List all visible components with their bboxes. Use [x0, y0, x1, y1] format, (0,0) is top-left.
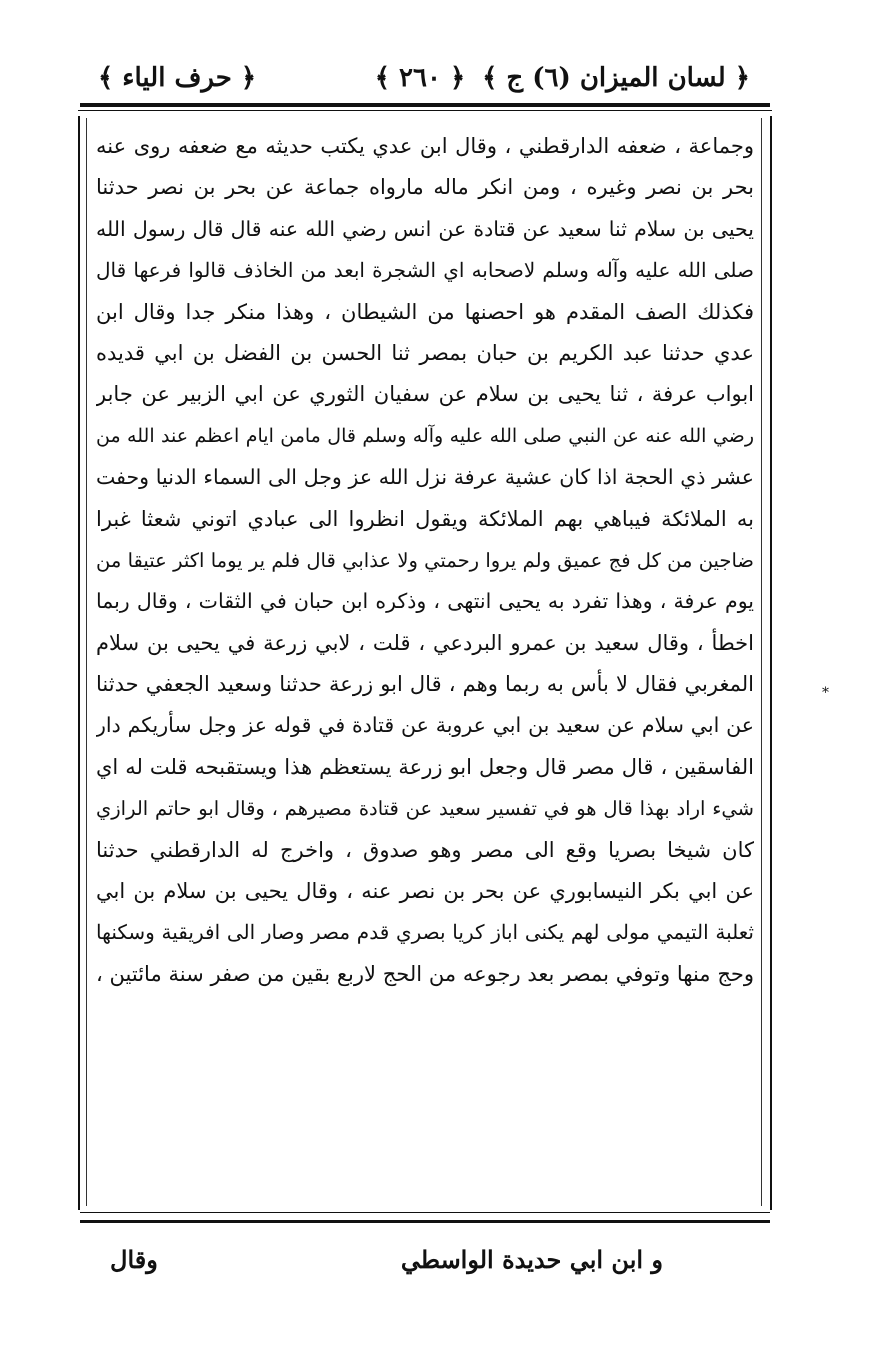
- book-title: ﴿ لسان الميزان (٦) ج ﴾: [482, 63, 750, 93]
- footer-rule-thin: [80, 1212, 770, 1213]
- text-line: صلى الله عليه وآله وسلم لاصحابه اي الشجرة ابعد من الخاذف قالوا فرعها قال: [96, 258, 754, 283]
- text-line: عن ابي سلام عن سعيد بن ابي عروبة عن قتادة في قوله عز وجل سأريكم دار: [96, 713, 754, 738]
- section-title: ﴿ حرف الياء ﴾: [98, 63, 257, 93]
- text-line: به الملائكة فيباهي بهم الملائكة ويقول انظروا الى عبادي اتوني شعثا غبرا: [96, 506, 754, 531]
- text-line: ثعلبة التيمي مولى لهم يكنى اباز كريا بصري قدم مصر وصار الى افريقية وسكنها: [96, 920, 754, 945]
- footer-rule-thick: [80, 1220, 770, 1223]
- catchword-next-page: وقال: [110, 1245, 158, 1274]
- text-line: الفاسقين ، قال مصر قال وجعل ابو زرعة يستعظم هذا ويستقبحه قلت له اي: [96, 754, 754, 779]
- text-line: عدي حدثنا عبد الكريم بن حبان بمصر ثنا الحسن بن الفضل بن ابي قديده: [96, 340, 754, 365]
- header-rule-thin: [78, 110, 772, 111]
- text-line: شيء اراد بهذا قال هو في تفسير سعيد عن قتادة مصيرهم ، وقال ابو حاتم الرازي: [96, 797, 754, 821]
- catchword-next-entry: و ابن ابي حديدة الواسطي: [400, 1245, 663, 1274]
- text-line: ضاجين من كل فج عميق ولم يروا رحمتي ولا عذابي قال فلم ير يوما اكثر عتيقا من: [96, 548, 754, 572]
- text-line: ابواب عرفة ، ثنا يحيى بن سلام عن سفيان الثوري عن ابي الزبير عن جابر: [96, 382, 754, 407]
- body-text: [96, 126, 754, 1204]
- text-line: عن ابي بكر النيسابوري عن بحر بن نصر عنه ، وقال يحيى بن سلام بن ابي: [96, 879, 754, 904]
- page-number: ﴿ ٢٦٠ ﴾: [374, 63, 466, 93]
- text-line: رضي الله عنه عن النبي صلى الله عليه وآله وسلم قال مامن ايام اعظم عند الله من: [96, 424, 754, 447]
- margin-asterisk: *: [822, 685, 829, 701]
- header-rule-thick: [80, 103, 770, 107]
- text-line: كان شيخا بصريا وقع الى مصر وهو صدوق ، واخرج له الدارقطني حدثنا: [96, 837, 754, 862]
- text-line: عشر ذي الحجة اذا كان عشية عرفة نزل الله عز وجل الى السماء الدنيا وحفت: [96, 465, 754, 490]
- text-line: اخطأ ، وقال سعيد بن عمرو البردعي ، قلت ، لابي زرعة في يحيى بن سلام: [96, 630, 754, 655]
- text-line: وحج منها وتوفي بمصر بعد رجوعه من الحج لاربع بقين من صفر سنة مائتين ،: [96, 961, 754, 986]
- text-line: يوم عرفة ، وهذا تفرد به يحيى انتهى ، وذكره ابن حبان في الثقات ، وقال ربما: [96, 589, 754, 614]
- running-header: [90, 58, 750, 98]
- text-line: المغربي فقال لا بأس به ربما وهم ، قال ابو زرعة حدثنا وسعيد الجعفي حدثنا: [96, 672, 754, 697]
- text-line: يحيى بن سلام ثنا سعيد عن قتادة عن انس رضي الله عنه قال قال رسول الله: [96, 216, 754, 241]
- text-line: وجماعة ، ضعفه الدارقطني ، وقال ابن عدي يكتب حديثه مع ضعفه روى عنه: [96, 134, 754, 158]
- text-line: فكذلك الصف المقدم هو احصنها من الشيطان ، وهذا منكر جدا وقال ابن: [96, 299, 754, 324]
- text-line: بحر بن نصر وغيره ، ومن انكر ماله مارواه جماعة عن بحر بن نصر حدثنا: [96, 175, 754, 200]
